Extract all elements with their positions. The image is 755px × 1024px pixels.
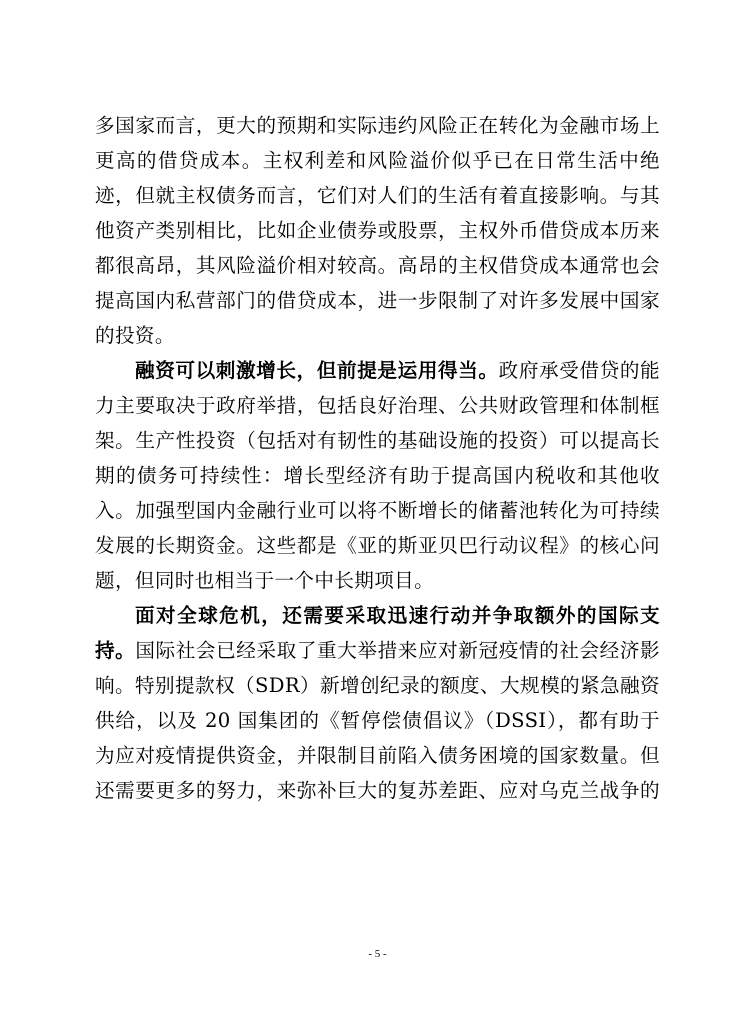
text-line — [95, 668, 660, 703]
text-line — [95, 213, 660, 248]
paragraph-heading: 面对全球危机，还需要采取迅速行动并争取额外的国际支 — [135, 604, 660, 627]
text-line — [95, 598, 660, 633]
line-text: 都很高昂，其风险溢价相对较高。高昂的主权借贷成本通常也会 — [95, 254, 660, 277]
line-text: 期的债务可持续性：增长型经济有助于提高国内税收和其他收 — [95, 464, 660, 487]
text-line — [95, 108, 660, 143]
text-line — [95, 353, 660, 388]
text-line — [95, 423, 660, 458]
page-number: - 5 - — [368, 948, 387, 960]
line-text: 迹，但就主权债务而言，它们对人们的生活有着直接影响。与其 — [95, 184, 660, 207]
line-text: 他资产类别相比，比如企业债券或股票，主权外币借贷成本历来 — [95, 219, 660, 242]
line-text: 力主要取决于政府举措，包括良好治理、公共财政管理和体制框 — [95, 394, 660, 417]
line-text: 提高国内私营部门的借贷成本，进一步限制了对许多发展中国家 — [95, 289, 660, 312]
text-line — [95, 178, 660, 213]
body-text — [95, 108, 660, 808]
text-line — [95, 283, 660, 318]
text-line — [95, 143, 660, 178]
line-text: 多国家而言，更大的预期和实际违约风险正在转化为金融市场上 — [95, 114, 660, 137]
line-text: 发展的长期资金。这些都是《亚的斯亚贝巴行动议程》的核心问 — [95, 534, 660, 557]
text-line — [95, 458, 660, 493]
text-line — [95, 563, 660, 598]
paragraph-heading: 融资可以刺激增长，但前提是运用得当。 — [135, 359, 499, 382]
line-text: 响。特别提款权（SDR）新增创纪录的额度、大规模的紧急融资 — [95, 674, 660, 697]
text-line — [95, 633, 660, 668]
line-text: 供给，以及 20 国集团的《暂停偿债倡议》（DSSI），都有助于 — [95, 709, 660, 732]
line-text: 更高的借贷成本。主权利差和风险溢价似乎已在日常生活中绝 — [95, 149, 660, 172]
text-line — [95, 738, 660, 773]
text-line — [95, 493, 660, 528]
text-line — [95, 528, 660, 563]
text-line — [95, 388, 660, 423]
line-text: 国际社会已经采取了重大举措来应对新冠疫情的社会经济影 — [135, 639, 660, 662]
line-text: 入。加强型国内金融行业可以将不断增长的储蓄池转化为可持续 — [95, 499, 660, 522]
text-line — [95, 248, 660, 283]
line-text: 政府承受借贷的能 — [498, 359, 660, 382]
line-text: 的投资。 — [95, 324, 175, 347]
paragraph-heading: 持。 — [95, 639, 136, 662]
line-text: 还需要更多的努力，来弥补巨大的复苏差距、应对乌克兰战争的 — [95, 779, 660, 802]
line-text: 题，但同时也相当于一个中长期项目。 — [95, 569, 435, 592]
text-line — [95, 318, 660, 353]
text-line — [95, 703, 660, 738]
text-line — [95, 773, 660, 808]
line-text: 架。生产性投资（包括对有韧性的基础设施的投资）可以提高长 — [95, 429, 660, 452]
line-text: 为应对疫情提供资金，并限制目前陷入债务困境的国家数量。但 — [95, 744, 660, 767]
